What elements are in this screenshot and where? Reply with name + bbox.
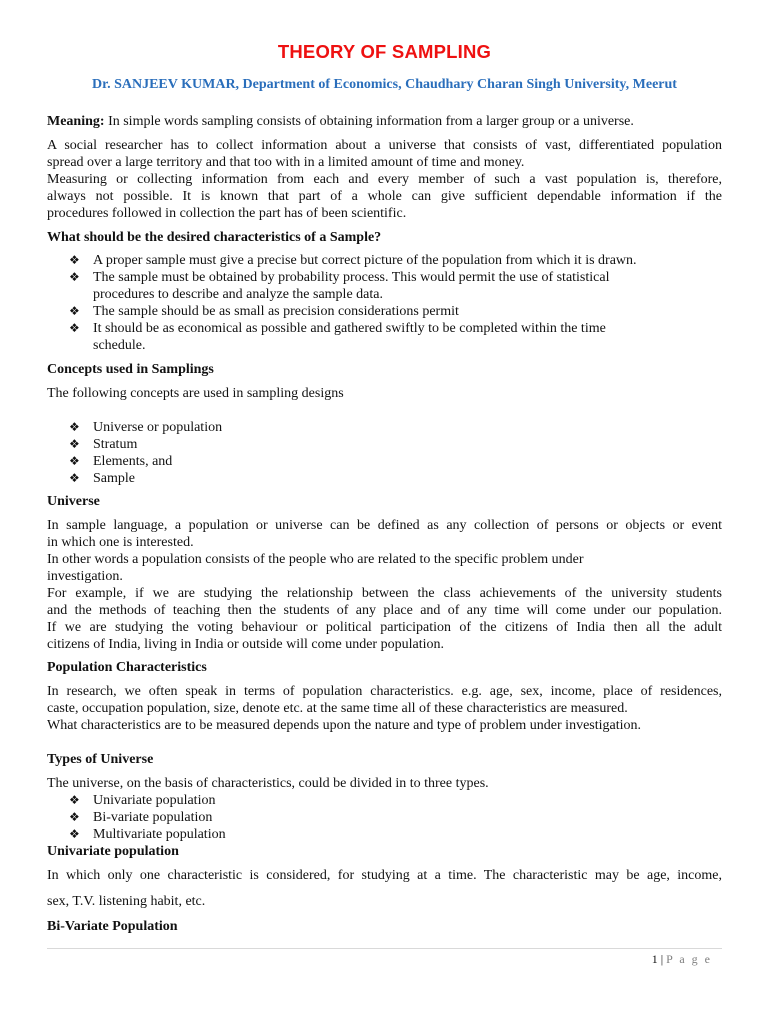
intro-line: Measuring or collecting information from each and every member of such a vast population is, therefore, <box>47 172 722 187</box>
intro-line: A social researcher has to collect information about a universe that consists of vast, differentiated population <box>47 138 722 153</box>
concepts-text: The following concepts are used in sampling designs <box>47 386 344 401</box>
page-number: 1 <box>651 952 658 966</box>
list-item: ❖ Sample <box>69 471 135 486</box>
univariate-line: In which only one characteristic is considered, for studying at a time. The characteristic may be age, income, <box>47 868 722 883</box>
document-title: THEORY OF SAMPLING <box>277 41 492 62</box>
diamond-bullet-icon: ❖ <box>69 827 80 841</box>
diamond-bullet-icon: ❖ <box>69 253 80 267</box>
list-item: ❖ Univariate population <box>69 793 216 808</box>
meaning-label: Meaning: <box>47 114 105 129</box>
concepts-heading: Concepts used in Samplings <box>47 362 214 377</box>
list-item: ❖ A proper sample must give a precise but correct picture of the population from which it is drawn. <box>69 253 637 268</box>
list-item: ❖ The sample should be as small as precision considerations permit <box>69 304 459 319</box>
list-item: ❖ Elements, and <box>69 454 173 469</box>
list-item: ❖ The sample must be obtained by probability process. This would permit the use of statistical procedures to describe and analyze the sample data. <box>69 270 610 302</box>
intro-line: procedures followed in collection the part has of been scientific. <box>47 206 407 221</box>
diamond-bullet-icon: ❖ <box>69 270 80 284</box>
list-item: ❖ Multivariate population <box>69 827 226 842</box>
meaning-text: In simple words sampling consists of obtaining information from a larger group or a universe. <box>104 114 634 129</box>
diamond-bullet-icon: ❖ <box>69 437 80 451</box>
author-line: Dr. SANJEEV KUMAR, Department of Economics, Chaudhary Charan Singh University, Meerut <box>92 77 677 92</box>
meaning-paragraph <box>47 113 722 130</box>
list-item: ❖ It should be as economical as possible and gathered swiftly to be completed within the time schedule. <box>69 321 606 353</box>
popchar-paragraph: In research, we often speak in terms of population characteristics. e.g. age, sex, income, place of residences, caste, occupation population, size, denote etc. at the same time all of these characteristics are measured. What characteristics are to be measured depends upon the nature and type of problem under investigation. <box>47 684 722 733</box>
page-footer <box>652 952 712 967</box>
page-label: P a g e <box>666 952 712 966</box>
list-item: ❖ Stratum <box>69 437 138 452</box>
diamond-bullet-icon: ❖ <box>69 454 80 468</box>
types-list <box>47 792 722 843</box>
diamond-bullet-icon: ❖ <box>69 420 80 434</box>
popchar-heading: Population Characteristics <box>47 660 207 675</box>
desired-heading: What should be the desired characteristics of a Sample? <box>47 230 382 245</box>
diamond-bullet-icon: ❖ <box>69 304 80 318</box>
univariate-heading: Univariate population <box>47 844 179 859</box>
univariate-line: sex, T.V. listening habit, etc. <box>47 894 206 909</box>
bivariate-heading: Bi-Variate Population <box>47 919 178 934</box>
intro-line: always not possible. It is known that part of a whole can give sufficient dependable information if the <box>47 189 722 204</box>
diamond-bullet-icon: ❖ <box>69 471 80 485</box>
concepts-list <box>47 419 722 487</box>
diamond-bullet-icon: ❖ <box>69 793 80 807</box>
universe-heading: Universe <box>47 494 100 509</box>
document-page <box>47 0 722 1024</box>
types-heading: Types of Universe <box>47 752 154 767</box>
list-item: ❖ Bi-variate population <box>69 810 213 825</box>
diamond-bullet-icon: ❖ <box>69 321 80 335</box>
footer-divider <box>47 948 722 949</box>
page-separator: | <box>657 952 667 966</box>
types-text: The universe, on the basis of characteristics, could be divided in to three types. <box>47 776 489 791</box>
diamond-bullet-icon: ❖ <box>69 810 80 824</box>
list-item: ❖ Universe or population <box>69 420 223 435</box>
universe-paragraph: In sample language, a population or universe can be defined as any collection of persons or objects or event in which one is interested. In other words a population consists of the people who are related to the specific problem under investigation. For example, if we are studying the relationship between the class achievements of the university students and the methods of teaching then the students of any place and of any time will come under our population. If we are studying the voting behaviour or political participation of the citizens of India then all the adult citizens of India, living in India or outside will come under population. <box>47 518 722 652</box>
intro-paragraph <box>47 137 722 222</box>
intro-line: spread over a large territory and that too with in a limited amount of time and money. <box>47 155 525 170</box>
desired-list <box>47 252 722 354</box>
